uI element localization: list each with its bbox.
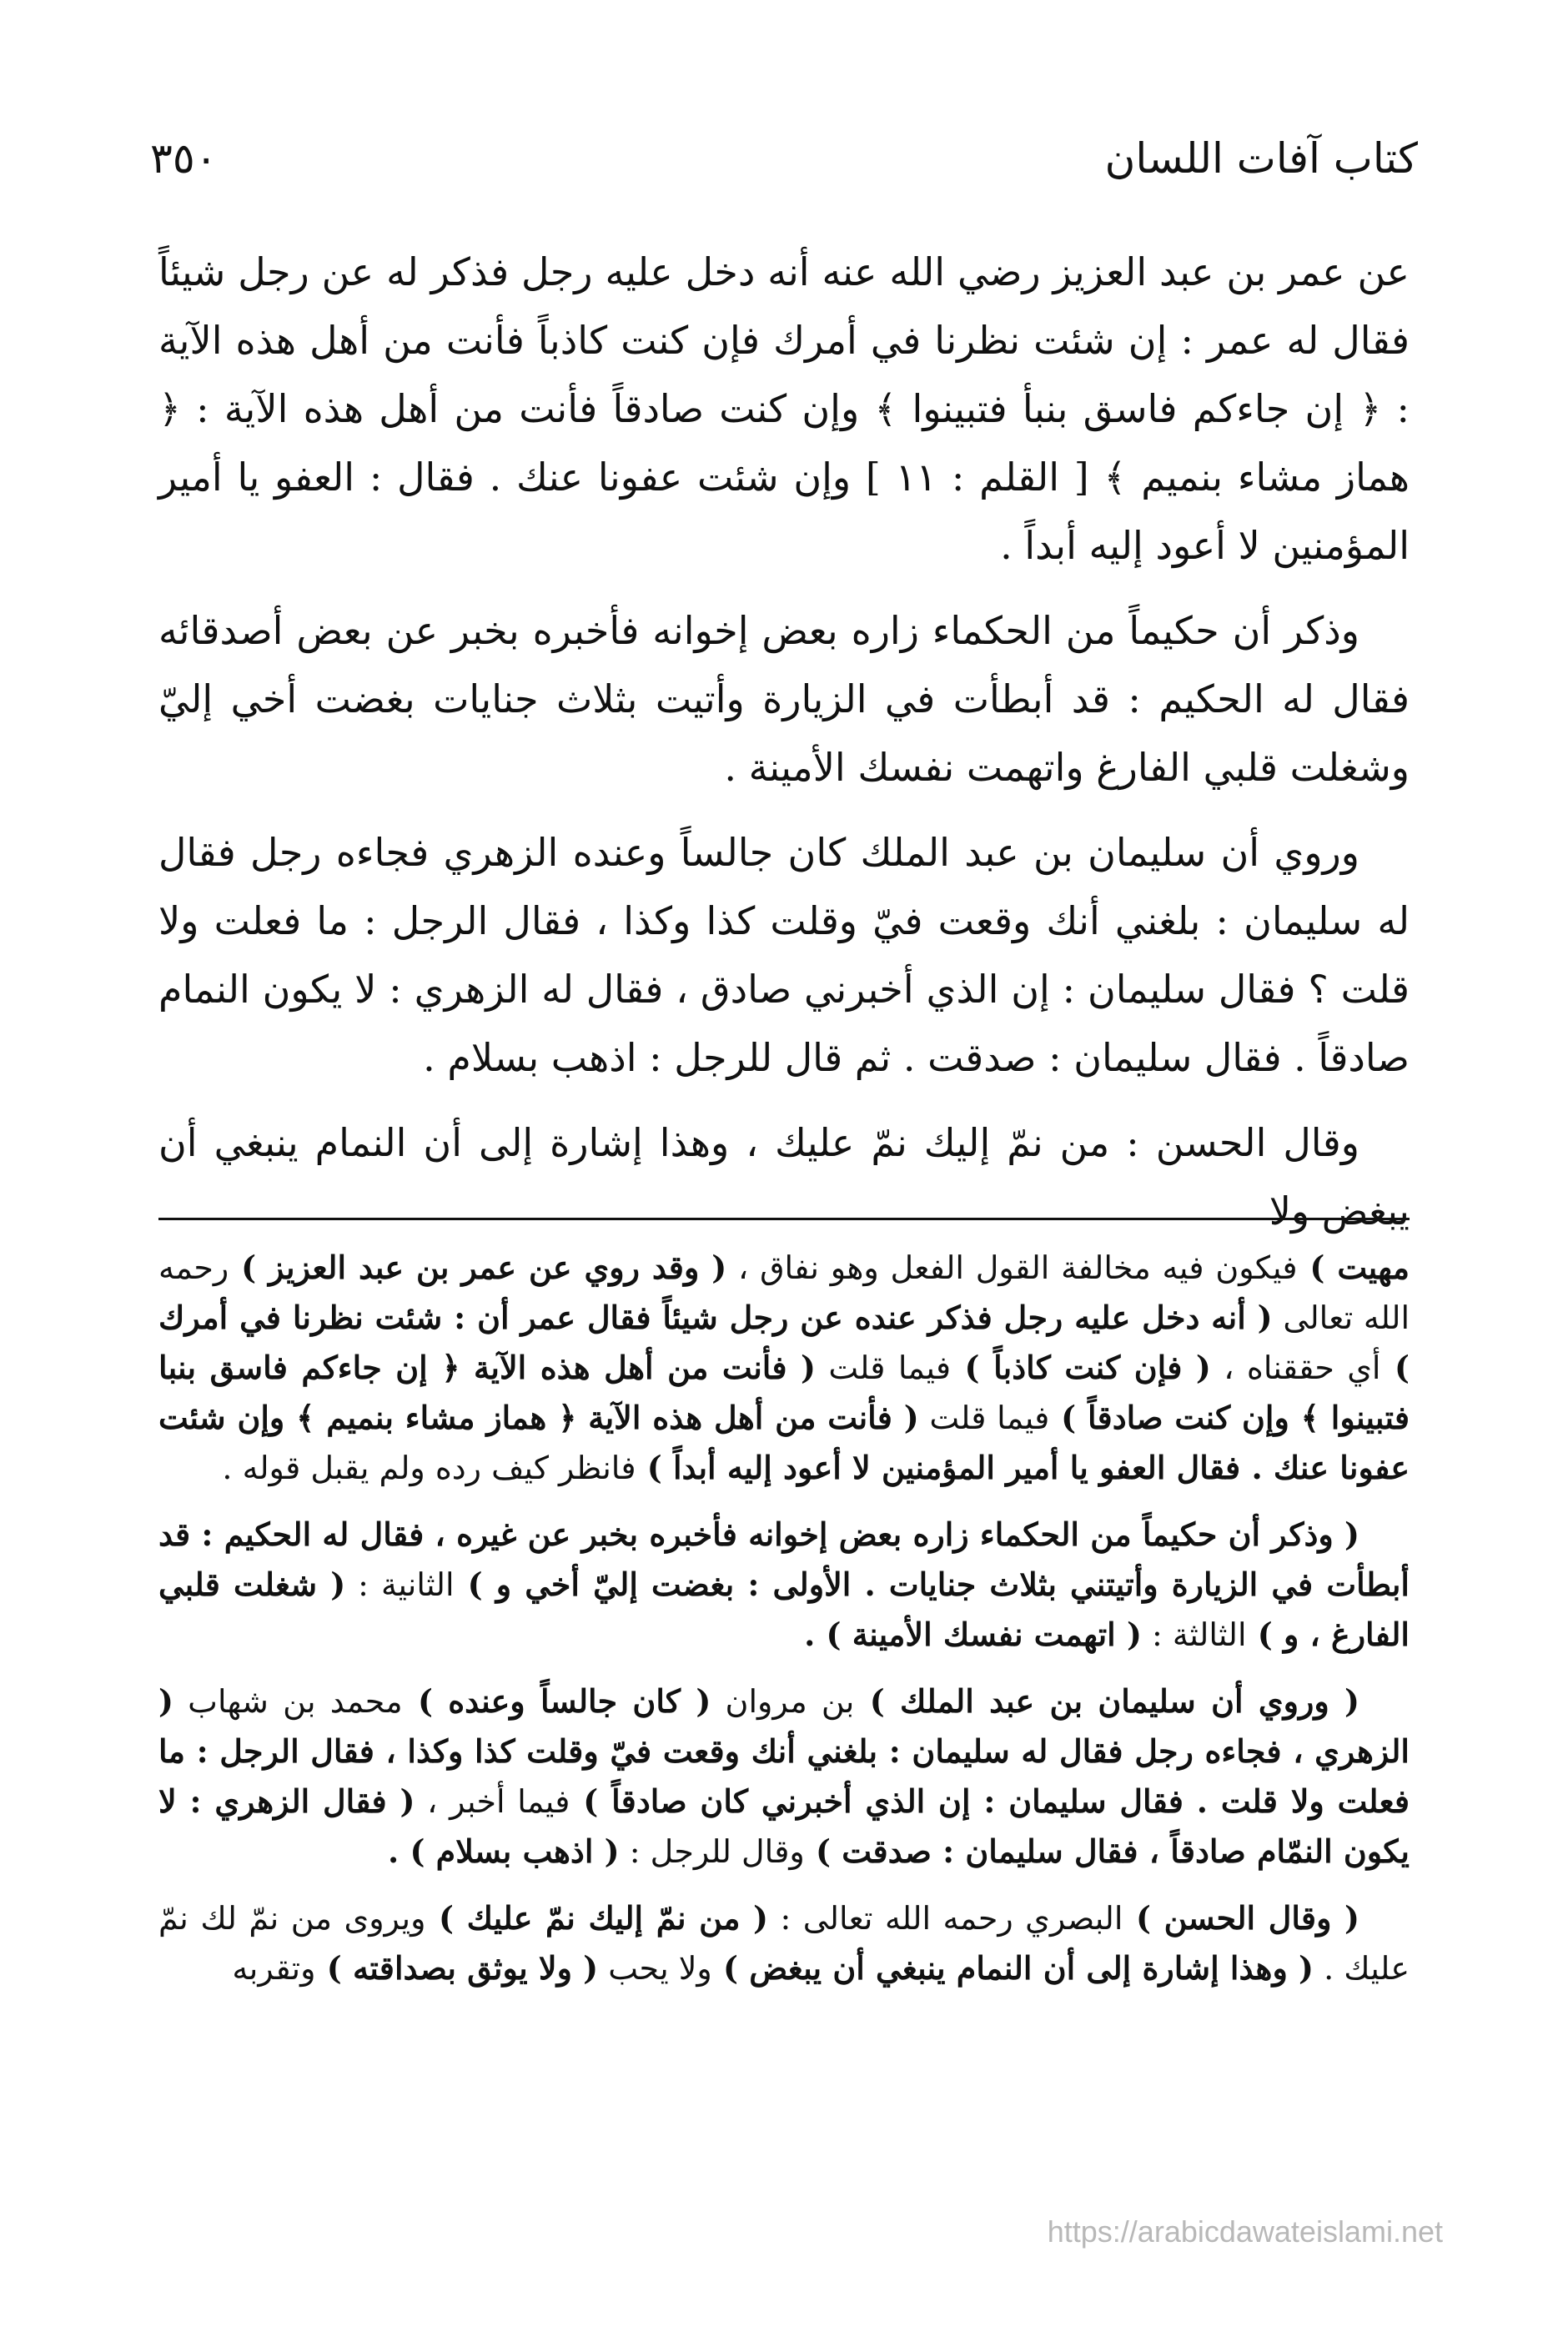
commentary-paragraph-3 <box>158 1676 1410 1877</box>
bold-segment: ( فقال الزهري : لا يكون النمّام صادقاً ، فقال سليمان : صدقت ) <box>158 1782 1410 1870</box>
bold-segment: ( فإن كنت كاذباً ) <box>951 1349 1211 1386</box>
bold-segment: ( الزهري ، فجاءه رجل فقال له سليمان : بلغني أنك وقعت فيّ وقلت كذا وكذا ، فقال الرجل : ما فعلت ولا قلت . فقال سليمان : إن الذي أخبرني كان صادقاً ) <box>158 1682 1410 1820</box>
text-segment: ولا يحب <box>598 1950 712 1987</box>
text-segment: فيما قلت <box>816 1349 952 1386</box>
text-segment: وقال للرجل : <box>619 1833 805 1870</box>
main-paragraph-2: وذكر أن حكيماً من الحكماء زاره بعض إخوانه فأخبره بخبر عن بعض أصدقائه فقال له الحكيم : قد أبطأت في الزيارة وأتيت بثلاث جنايات بغضت أخي إليّ وشغلت قلبي الفارغ واتهمت نفسك الأمينة . <box>158 608 1410 790</box>
page-number: ٣٥٠ <box>150 134 218 183</box>
text-segment: البصري رحمه الله تعالى : <box>768 1900 1123 1937</box>
text-segment: محمد بن شهاب <box>173 1683 403 1720</box>
bold-segment: ( اذهب بسلام ) . <box>388 1832 620 1870</box>
book-title: كتاب آفات اللسان <box>1104 134 1418 183</box>
bold-segment: ( كان جالساً وعنده ) <box>402 1682 711 1720</box>
text-segment: الثالثة : <box>1141 1616 1247 1653</box>
bold-segment: ( وروي أن سليمان بن عبد الملك ) <box>854 1682 1360 1720</box>
bold-segment: ( فأنت من أهل هذه الآية ﴿ هماز مشاء بنميم ﴾ وإن شئت عفونا عنك . فقال العفو يا أمير المؤمنين لا أعود إليه أبداً ) <box>158 1399 1410 1486</box>
commentary-paragraph-2 <box>158 1510 1410 1660</box>
main-text <box>158 238 1410 1262</box>
main-paragraph-1: عن عمر بن عبد العزيز رضي الله عنه أنه دخل عليه رجل فذكر له عن رجل شيئاً فقال له عمر : إن شئت نظرنا في أمرك فإن كنت كاذباً فأنت من أهل هذه الآية : ﴿ إن جاءكم فاسق بنبأ فتبينوا ﴾ وإن كنت صادقاً فأنت من أهل هذه الآية : ﴿ هماز مشاء بنميم ﴾ [ القلم : ١١ ] وإن شئت عفونا عنك . فقال : العفو يا أمير المؤمنين لا أعود إليه أبداً . <box>158 249 1410 568</box>
text-segment: وتقربه <box>232 1950 316 1987</box>
footnote-divider <box>158 1218 1410 1220</box>
text-segment: الثانية : <box>345 1566 455 1603</box>
bold-segment: ( وقال الحسن ) <box>1123 1899 1360 1937</box>
text-segment: ويروى من نمّ لك نمّ عليك . <box>158 1900 1410 1987</box>
text-segment: فيكون فيه مخالفة القول الفعل وهو نفاق ، <box>726 1249 1298 1286</box>
text-segment: رحمه الله تعالى <box>158 1249 1410 1336</box>
bold-segment: ( أنه دخل عليه رجل فذكر عنده عن رجل شيئاً فقال عمر أن : شئت نظرنا في أمرك ) <box>158 1299 1410 1386</box>
bold-segment: مهيت ) <box>1297 1249 1410 1286</box>
text-segment: فانظر كيف رده ولم يقبل قوله . <box>222 1450 636 1486</box>
bold-segment: ( وقد روي عن عمر بن عبد العزيز ) <box>229 1249 727 1286</box>
main-paragraph-4: وقال الحسن : من نمّ إليك نمّ عليك ، وهذا إشارة إلى أن النمام ينبغي أن يبغض ولا <box>158 1120 1410 1234</box>
text-segment: بن مروان <box>711 1683 855 1720</box>
watermark-url: https://arabicdawateislami.net <box>1047 2214 1443 2249</box>
commentary-paragraph-4 <box>158 1893 1410 1993</box>
bold-segment: ( وهذا إشارة إلى أن النمام ينبغي أن يبغض ) <box>711 1949 1314 1987</box>
commentary-section <box>158 1243 1410 2010</box>
commentary-paragraph-1 <box>158 1243 1410 1493</box>
text-segment: أي حققناه ، <box>1210 1349 1381 1386</box>
bold-segment: ( شغلت قلبي الفارغ ، و ) <box>158 1566 1410 1653</box>
page-header <box>150 125 1418 192</box>
text-segment: فيما قلت <box>918 1400 1050 1436</box>
bold-segment: ( اتهمت نفسك الأمينة ) . <box>804 1616 1142 1653</box>
bold-segment: ( ولا يوثق بصداقته ) <box>315 1949 599 1987</box>
main-paragraph-3: وروي أن سليمان بن عبد الملك كان جالساً وعنده الزهري فجاءه رجل فقال له سليمان : بلغني أنك وقعت فيّ وقلت كذا وكذا ، فقال الرجل : ما فعلت ولا قلت ؟ فقال سليمان : إن الذي أخبرني صادق ، فقال له الزهري : لا يكون النمام صادقاً . فقال سليمان : صدقت . ثم قال للرجل : اذهب بسلام . <box>158 830 1410 1080</box>
bold-segment: ( من نمّ إليك نمّ عليك ) <box>425 1899 769 1937</box>
bold-segment: ( فأنت من أهل هذه الآية ﴿ إن جاءكم فاسق بنبا فتبينوا ﴾ وإن كنت صادقاً ) <box>158 1349 1410 1436</box>
bold-segment: ( وذكر أن حكيماً من الحكماء زاره بعض إخوانه فأخبره بخبر عن غيره ، فقال له الحكيم : قد أبطأت في الزيارة وأتيتني بثلاث جنايات . الأولى : بغضت إليّ أخي و ) <box>158 1515 1410 1603</box>
text-segment: فيما أخبر ، <box>415 1783 570 1820</box>
